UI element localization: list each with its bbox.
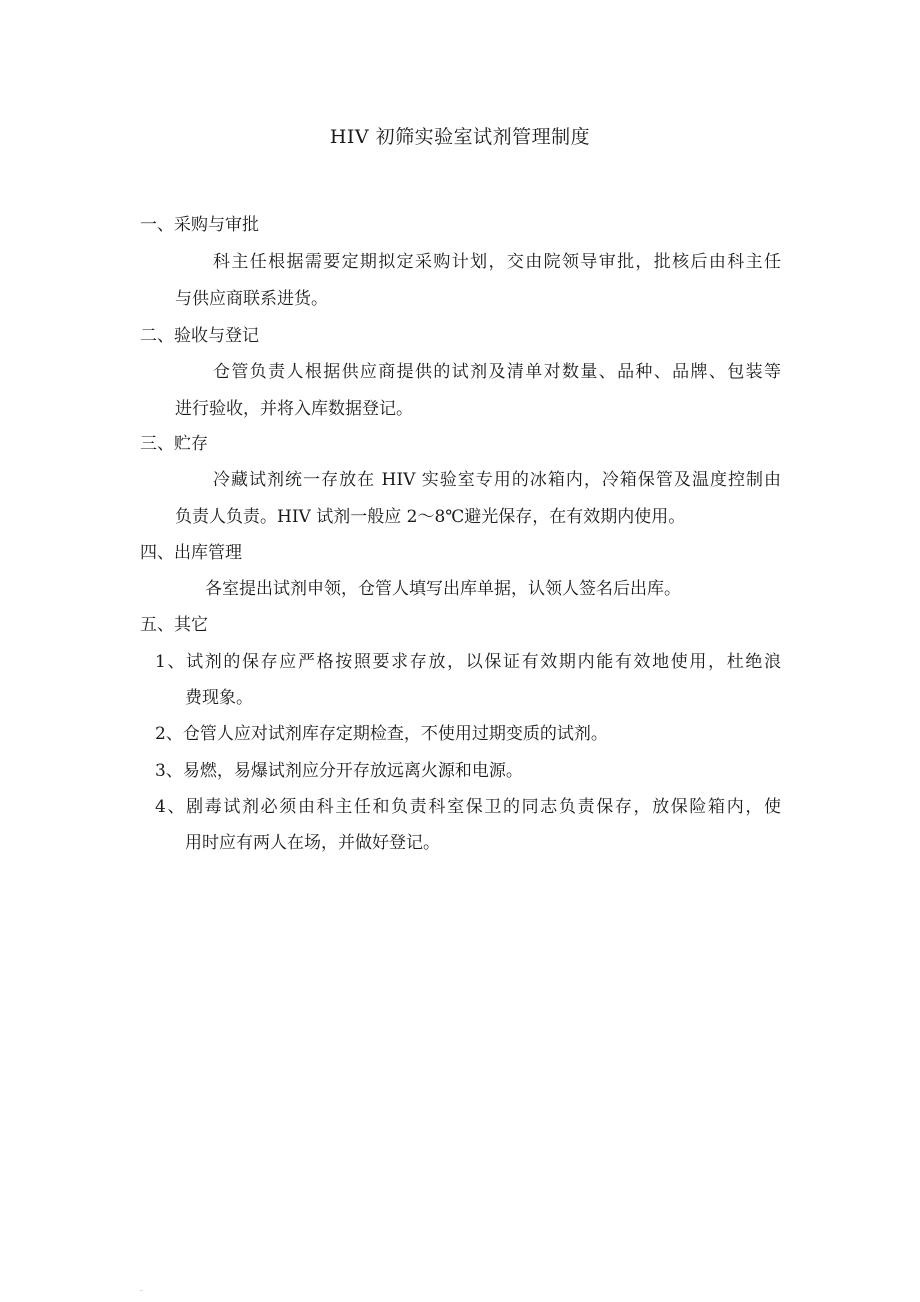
document-title: HIV 初筛实验室试剂管理制度	[329, 126, 591, 148]
list-item-line: 1、试剂的保存应严格按照要求存放，以保证有效期内能有效地使用，杜绝浪	[155, 652, 781, 672]
paragraph-line: 进行验收，并将入库数据登记。	[175, 399, 413, 419]
paragraph-line: 负责人负责。HIV 试剂一般应 2～8℃避光保存，在有效期内使用。	[175, 507, 686, 527]
paragraph-line: 各室提出试剂申领，仓管人填写出库单据，认领人签名后出库。	[205, 579, 681, 599]
section-heading-procurement: 一、采购与审批	[140, 215, 259, 235]
section-heading-other: 五、其它	[140, 615, 208, 635]
paragraph-line: 冷藏试剂统一存放在 HIV 实验室专用的冰箱内，冷箱保管及温度控制由	[213, 470, 781, 490]
list-item-line: 2、仓管人应对试剂库存定期检查，不使用过期变质的试剂。	[155, 724, 608, 744]
list-item-line: 4、剧毒试剂必须由科主任和负责科室保卫的同志负责保存，放保险箱内，使	[155, 797, 781, 817]
paragraph-line: 仓管负责人根据供应商提供的试剂及清单对数量、品种、品牌、包装等	[213, 362, 781, 382]
list-item-line: 用时应有两人在场，并做好登记。	[185, 833, 440, 853]
paragraph-line: 与供应商联系进货。	[175, 289, 328, 309]
list-item-line: 费现象。	[185, 688, 253, 708]
section-heading-storage: 三、贮存	[140, 434, 208, 454]
section-heading-acceptance: 二、验收与登记	[140, 326, 259, 346]
page-mark	[140, 1290, 143, 1291]
list-item-line: 3、易燃，易爆试剂应分开存放远离火源和电源。	[155, 761, 523, 781]
section-heading-outbound: 四、出库管理	[140, 543, 242, 563]
paragraph-line: 科主任根据需要定期拟定采购计划，交由院领导审批，批核后由科主任	[213, 252, 781, 272]
